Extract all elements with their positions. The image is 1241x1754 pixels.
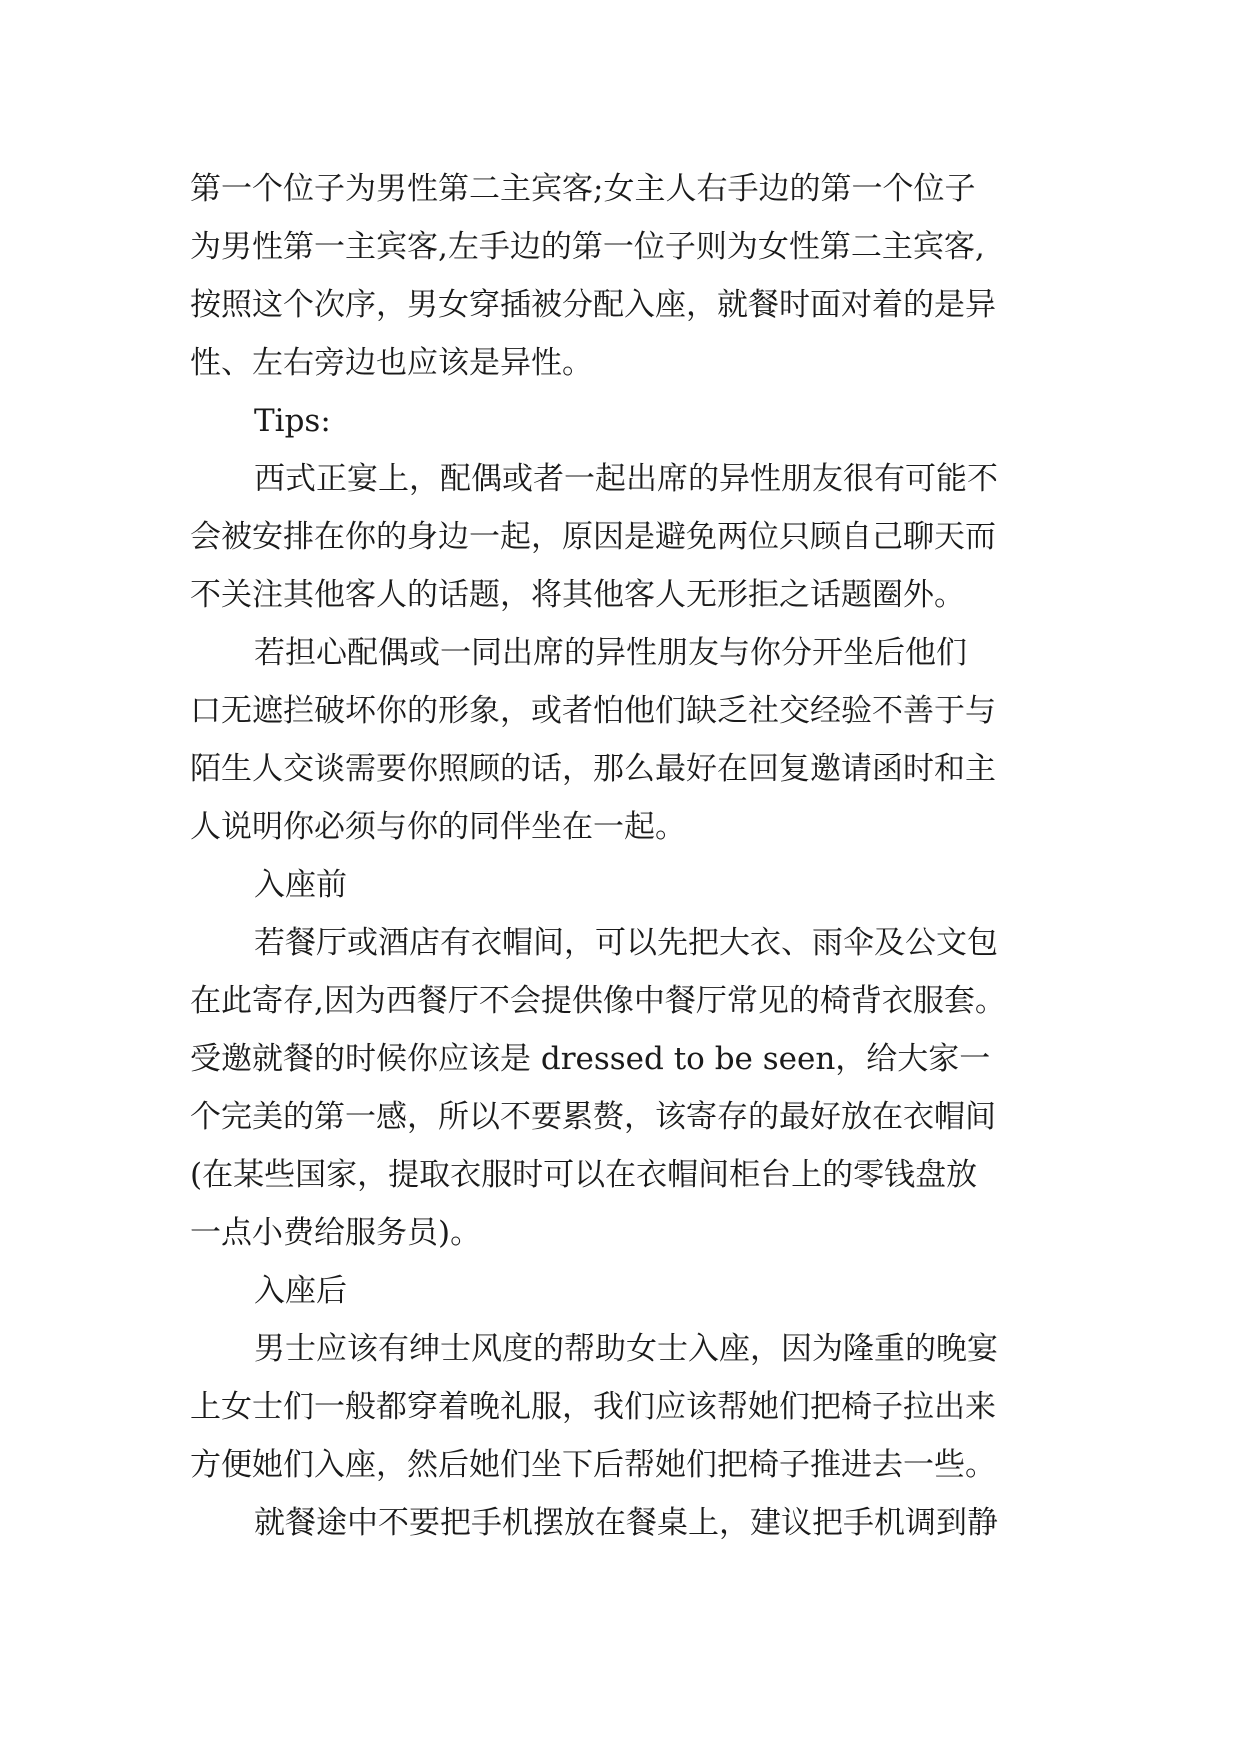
text-line: 为男性第一主宾客,左手边的第一位子则为女性第二主宾客, xyxy=(190,229,985,265)
text-line: 不关注其他客人的话题，将其他客人无形拒之话题圈外。 xyxy=(190,577,965,613)
text-line: 男士应该有绅士风度的帮助女士入座，因为隆重的晚宴 xyxy=(254,1331,998,1367)
text-line: 西式正宴上，配偶或者一起出席的异性朋友很有可能不 xyxy=(254,461,998,497)
text-line: 若餐厅或酒店有衣帽间，可以先把大衣、雨伞及公文包 xyxy=(254,925,998,961)
text-line: 按照这个次序，男女穿插被分配入座，就餐时面对着的是异 xyxy=(190,287,996,323)
text-line: 入座后 xyxy=(254,1273,347,1309)
text-line: (在某些国家，提取衣服时可以在衣帽间柜台上的零钱盘放 xyxy=(190,1157,978,1193)
text-line: Tips: xyxy=(254,403,331,439)
text-line: 个完美的第一感，所以不要累赘，该寄存的最好放在衣帽间 xyxy=(190,1099,996,1135)
text-line: 就餐途中不要把手机摆放在餐桌上，建议把手机调到静 xyxy=(254,1505,998,1541)
text-line: 若担心配偶或一同出席的异性朋友与你分开坐后他们 xyxy=(254,635,967,671)
text-line: 会被安排在你的身边一起，原因是避免两位只顾自己聊天而 xyxy=(190,519,996,555)
text-line: 性、左右旁边也应该是异性。 xyxy=(190,345,593,381)
text-line: 受邀就餐的时候你应该是 dressed to be seen，给大家一 xyxy=(190,1041,991,1077)
text-line: 入座前 xyxy=(254,867,347,903)
text-line: 方便她们入座，然后她们坐下后帮她们把椅子推进去一些。 xyxy=(190,1447,996,1483)
document-body xyxy=(190,160,1080,1552)
text-line: 陌生人交谈需要你照顾的话，那么最好在回复邀请函时和主 xyxy=(190,751,996,787)
text-line: 第一个位子为男性第二主宾客;女主人右手边的第一个位子 xyxy=(190,171,976,207)
text-line: 一点小费给服务员)。 xyxy=(190,1215,482,1251)
text-line: 上女士们一般都穿着晚礼服，我们应该帮她们把椅子拉出来 xyxy=(190,1389,996,1425)
text-line: 在此寄存,因为西餐厅不会提供像中餐厅常见的椅背衣服套。 xyxy=(190,983,1006,1019)
text-line: 口无遮拦破坏你的形象，或者怕他们缺乏社交经验不善于与 xyxy=(190,693,996,729)
text-line: 人说明你必须与你的同伴坐在一起。 xyxy=(190,809,686,845)
